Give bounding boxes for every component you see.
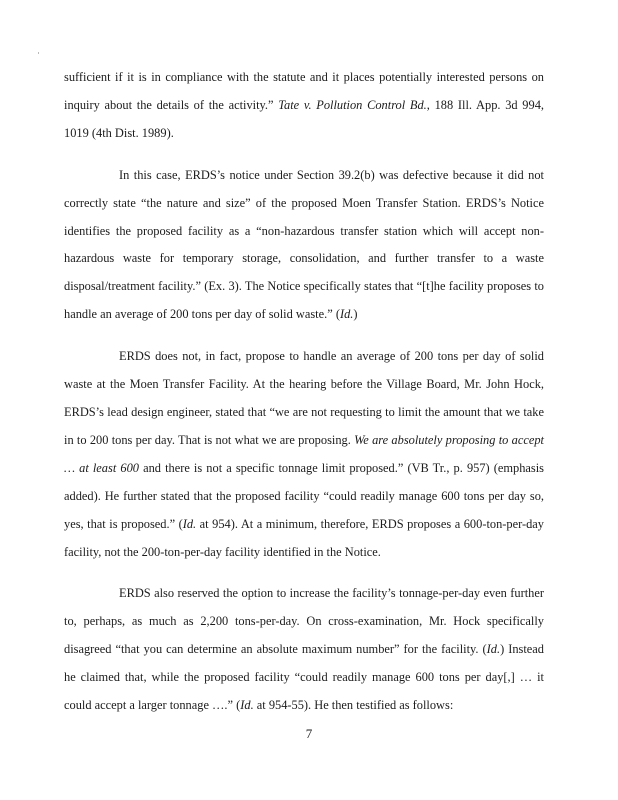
body-text <box>64 64 544 720</box>
text-segment: at 954). At a minimum, therefore, ERDS proposes a 600-ton-per-day facility, not the 200-ton-per-day facility identified in the Notice. <box>64 516 544 559</box>
text-segment: sufficient if it is in compliance with the statute and it places potentially interested persons on inquiry about the details of the activity.” <box>64 70 544 112</box>
citation-id: Id. <box>339 307 354 322</box>
citation-id: Id. <box>486 642 501 657</box>
scan-speck <box>38 52 39 54</box>
text-segment: , 188 Ill. App. 3d 994, 1019 (4th Dist. 1989). <box>64 97 544 140</box>
emphasized-quote: We are absolutely proposing to accept … at least 600 <box>64 432 544 475</box>
text-segment: at 954-55). He then testified as follows: <box>253 698 454 713</box>
paragraph-2 <box>64 162 544 329</box>
page-number: 7 <box>305 726 313 741</box>
text-segment: ERDS also reserved the option to increase the facility’s tonnage-per-day even further to, perhaps, as much as 2,200 tons-per-day. On cross-examination, Mr. Hock specifically disagreed “that you can determine an absolute maximum number” for the facility. ( <box>64 586 544 657</box>
case-citation: Tate v. Pollution Control Bd. <box>278 97 427 112</box>
citation-id: Id. <box>182 516 197 531</box>
text-segment: and there is not a specific tonnage limit proposed.” (VB Tr., p. 957) (emphasis added). He further stated that the proposed facility “could readily manage 600 tons per day so, yes, that is proposed.” ( <box>64 460 544 531</box>
paragraph-4 <box>64 580 544 720</box>
citation-id: Id. <box>240 698 254 713</box>
text-segment: ) Instead he claimed that, while the proposed facility “could readily manage 600 tons per day[,] … it could accept a larger tonnage ….” ( <box>64 642 544 713</box>
text-segment: ERDS does not, in fact, propose to handle an average of 200 tons per day of solid waste at the Moen Transfer Facility. At the hearing before the Village Board, Mr. John Hock, ERDS’s lead design engineer, stated that “we are not requesting to limit the amount that we take in to 200 tons per day. That is not what we are proposing. <box>64 349 544 447</box>
text-segment: ) <box>353 307 358 322</box>
text-segment: In this case, ERDS’s notice under Section 39.2(b) was defective because it did not correctly state “the nature and size” of the proposed Moen Transfer Station. ERDS’s Notice identifies the proposed facility as a “non-hazardous transfer station which will accept non-hazardous waste for temporary storage, consolidation, and further transfer to a waste disposal/treatment facility.” (Ex. 3). The Notice specifically states that “[t]he facility proposes to handle an average of 200 tons per day of solid waste.” ( <box>64 167 544 322</box>
paragraph-1 <box>64 64 544 148</box>
paragraph-3 <box>64 343 544 566</box>
